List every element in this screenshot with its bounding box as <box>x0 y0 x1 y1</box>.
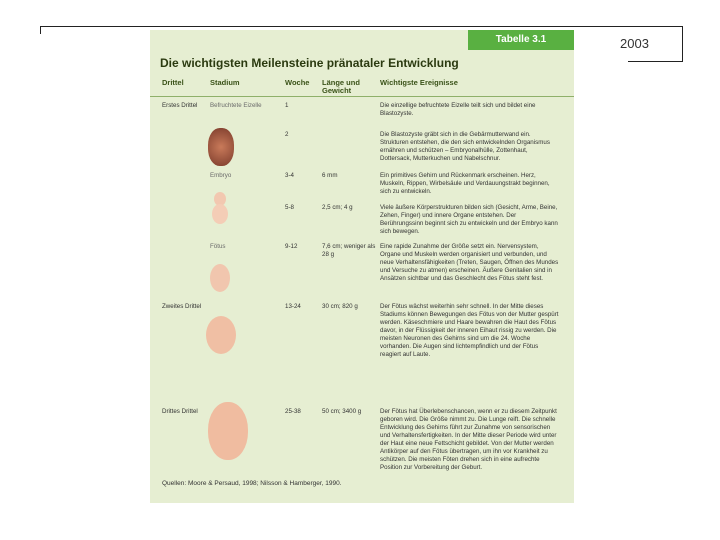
slide-border-top <box>40 26 683 27</box>
row-week: 9-12 <box>285 243 298 250</box>
row-week: 13-24 <box>285 303 301 310</box>
header-week: Woche <box>285 78 310 87</box>
row-length-weight: 7,6 cm; weniger als 28 g <box>322 243 376 258</box>
row-length-weight: 30 cm; 820 g <box>322 303 358 310</box>
row-week: 25-38 <box>285 408 301 415</box>
row-length-weight: 50 cm; 3400 g <box>322 408 362 415</box>
fetus-12wk-image <box>210 264 230 292</box>
row-events: Eine rapide Zunahme der Größe setzt ein. Nervensystem, Organe und Muskeln werden organisiert und verbunden, und neue Verhaltensfähigkeiten (Treten, Saugen, Öffnen des Mundes und Versuche zu atmen) erscheinen. Äußere Genitalien sind in Ansätzen sichtbar und das Geschlecht des Fötus steht fest. <box>380 243 559 282</box>
row-week: 1 <box>285 102 289 109</box>
row-events: Ein primitives Gehirn und Rückenmark erscheinen. Herz, Muskeln, Rippen, Wirbelsäule und Verdauungstrakt beginnen, sich zu entwickeln. <box>380 172 550 195</box>
row-length-weight: 6 mm <box>322 172 338 179</box>
row-events: Der Fötus hat Überlebenschancen, wenn er zu diesem Zeitpunkt geboren wird. Die Größe nimmt zu. Die Lunge reift. Die schnelle Entwicklung des Gehirns führt zur Zunahme von sensorischen und Verhaltensfertigkeiten. In der Mitte dieser Periode wird unter der Haut eine neue Fettschicht gebildet. Von der Mutter werden Antikörper auf den Fötus übertragen, um ihn vor Krankheit zu schützen. Die meisten Föten drehen sich in eine aufrechte Position zur Vorbereitung der Geburt. <box>380 408 557 471</box>
row-events: Die einzellige befruchtete Eizelle teilt sich und bildet eine Blastozyste. <box>380 102 536 117</box>
row-week: 2 <box>285 131 289 138</box>
header-events: Wichtigste Ereignisse <box>380 78 458 87</box>
slide-year: 2003 <box>620 36 649 51</box>
blastocyst-image <box>208 128 234 166</box>
row-events: Die Blastozyste gräbt sich in die Gebärmutterwand ein. Strukturen entstehen, die den sich entwickelnden Organismus ernähren und schützen – Embryonalhülle, Zottenhaut, Dottersack, Mutterkuchen und Nabelschnur. <box>380 131 550 162</box>
header-stage: Stadium <box>210 78 240 87</box>
row-trimester: Zweites Drittel <box>162 303 202 310</box>
row-stage: Befruchtete Eizelle <box>210 102 262 109</box>
slide-border-bottom <box>628 61 683 62</box>
table-source-footer: Quellen: Moore & Persaud, 1998; Nilsson & Hamberger, 1990. <box>162 480 342 487</box>
table-tab-label: Tabelle 3.1 <box>468 30 574 50</box>
row-stage: Fötus <box>210 243 226 250</box>
table-title: Die wichtigsten Meilensteine pränataler Entwicklung <box>160 56 459 70</box>
row-trimester: Drittes Drittel <box>162 408 198 415</box>
header-length-weight: Länge und Gewicht <box>322 78 360 95</box>
fetus-38wk-image <box>208 402 248 460</box>
row-events: Der Fötus wächst weiterhin sehr schnell. In der Mitte dieses Stadiums können Bewegungen des Fötus von der Mutter gespürt werden. Käseschmiere und Haare bewahren die Haut des Fötus davor, in der Flüssigkeit der inneren Eihaut rissig zu werden. Die meisten Neuronen des Gehirns sind um die 24. Woche vorhanden. Die Augen sind lichtempfindlich und der Fötus reagiert auf Laute. <box>380 303 559 358</box>
row-week: 3-4 <box>285 172 294 179</box>
header-trimester: Drittel <box>162 78 184 87</box>
slide-border-left <box>40 26 41 34</box>
embryo-8wk-image <box>212 204 228 224</box>
row-length-weight: 2,5 cm; 4 g <box>322 204 353 211</box>
row-trimester: Erstes Drittel <box>162 102 198 109</box>
row-week: 5-8 <box>285 204 294 211</box>
slide-border-right <box>682 26 683 62</box>
fetus-24wk-image <box>206 316 236 354</box>
row-stage: Embryo <box>210 172 232 179</box>
row-events: Viele äußere Körperstrukturen bilden sich (Gesicht, Arme, Beine, Zehen, Finger) und innere Organe entstehen. Der Berührungssinn beginnt sich zu entwickeln und der Embryo kann sich bewegen. <box>380 204 558 235</box>
